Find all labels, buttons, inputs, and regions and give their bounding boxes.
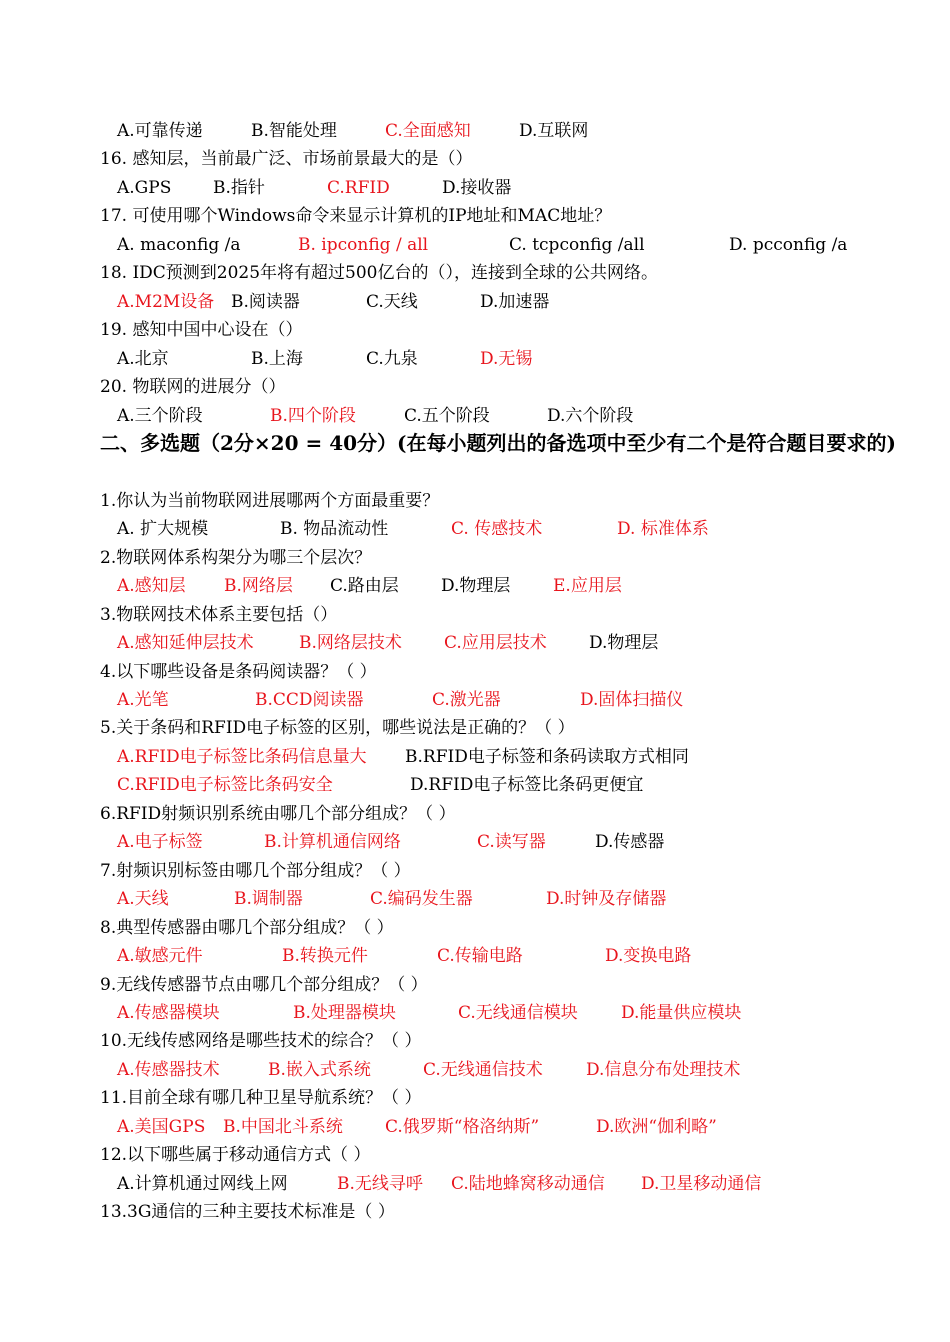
option-correct: A.天线 [117,889,169,909]
option: A. maconfig /a [117,235,241,255]
option-correct: D.无锡 [480,349,533,369]
option-correct: D.欧洲“伽利略” [596,1117,717,1137]
option: A.计算机通过网线上网 [117,1174,288,1194]
option-correct: C.RFID电子标签比条码安全 [117,775,333,795]
option: C.五个阶段 [404,406,490,426]
option-correct: C.应用层技术 [444,633,547,653]
option-correct: A.敏感元件 [117,946,203,966]
option-correct: C.读写器 [477,832,546,852]
option-correct: E.应用层 [553,576,622,596]
option-correct: A.感知延伸层技术 [117,633,254,653]
option-correct: B.无线寻呼 [337,1174,423,1194]
option-correct: B.计算机通信网络 [264,832,401,852]
option: D.传感器 [595,832,665,852]
option: D.RFID电子标签比条码更便宜 [410,775,644,795]
option: C.天线 [366,292,418,312]
option: A.三个阶段 [117,406,203,426]
option-correct: B.处理器模块 [293,1003,396,1023]
option: D.互联网 [519,121,589,141]
option-correct: B.网络层 [224,576,293,596]
option-correct: C.全面感知 [385,121,471,141]
option-correct: B. ipconfig / all [298,235,429,255]
document-page: A.可靠传递 B.智能处理 C.全面感知 D.互联网 16. 感知层，当前最广泛、市场前景最大的是（） A.GPS B.指针 C.RFID D.接收器 17. 可使用哪个Windows命令来显示计算机的IP地址和MAC地址？ A. maconfig /a B. ipconfig / all C. tcpconfig /all D. pcconfig /a 18. IDC预测到2025年将有超过500亿台的（），连接到全球的公共网络。 A.M2M设备 B.阅读器 C.天线 D.加速器 19. 感知中国中心设在（） A.北京 B.上海 C.九泉 D.无锡 20. 物联网的进展分（） A.三个阶段 B.四个阶段 C.五个阶段 D.六个阶段 二、多选题（2分×20 = 40分）(在每小题列出的备选项中至少有二个是符合题目要求的) 1.你认为当前物联网进展哪两个方面最重要？ A. 扩大规模 B. 物品流动性 C. 传感技术 D. 标准体系 2.物联网体系构架分为哪三个层次？ A.感知层 B.网络层 C.路由层 D.物理层 E.应用层 3.物联网技术体系主要包括（） A.感知延伸层技术 B.网络层技术 C.应用层技术 D.物理层 4.以下哪些设备是条码阅读器？（ ） A.光笔 B.CCD阅读器 C.激光器 D.固体扫描仪 5.关于条码和RFID电子标签的区别，哪些说法是正确的？（ ） A.RFID电子标签比条码信息量大 B.RFID电子标签和条码读取方式相同 C.RFID电子标签比条码安全 D.RFID电子标签比条码更便宜 6.RFID射频识别系统由哪几个部分组成？（ ） A.电子标签 B.计算机通信网络 C.读写器 D.传感器 7.射频识别标签由哪几个部分组成？（ ） A.天线 B.调制器 C.编码发生器 D.时钟及存储器 8.典型传感器由哪几个部分组成？（ ） A.敏感元件 B.转换元件 C.传输电路 D.变换电路 9.无线传感器节点由哪几个部分组成？（ ） A.传感器模块 B.处理器模块 C.无线通信模块 D.能量供应模块 10.无线传感网络是哪些技术的综合？（ ） A.传感器技术 B.嵌入式系统 C.无线通信技术 D.信息分布处理技术 11.目前全球有哪几种卫星导航系统？（ ） A.美国GPS B.中国北斗系统 C.俄罗斯“格洛纳斯” D.欧洲“伽利略” 12.以下哪些属于移动通信方式（ ） A.计算机通过网线上网 B.无线寻呼 C.陆地蜂窝移动通信 D.卫星移动通信 13.3G通信的三种主要技术标准是（ ） [0,0,950,1342]
option-correct: B.CCD阅读器 [255,690,364,710]
option: A.可靠传递 [117,121,203,141]
option-correct: C. 传感技术 [451,519,543,539]
option: A. 扩大规模 [117,519,209,539]
option-correct: C.传输电路 [437,946,523,966]
option: D.接收器 [442,178,512,198]
option-correct: D.变换电路 [605,946,692,966]
option-correct: D.固体扫描仪 [580,690,684,710]
option: B.上海 [251,349,303,369]
option-correct: B.中国北斗系统 [223,1117,343,1137]
option-correct: C.激光器 [432,690,501,710]
option: B.智能处理 [251,121,337,141]
option: B.阅读器 [231,292,300,312]
option: C. tcpconfig /all [509,235,645,255]
option-correct: A.传感器模块 [117,1003,220,1023]
option-correct: B.调制器 [234,889,303,909]
option: D.六个阶段 [547,406,634,426]
option: A.GPS [117,178,172,198]
option-correct: B.转换元件 [282,946,368,966]
option-correct: A.光笔 [117,690,169,710]
option-correct: C.无线通信技术 [423,1060,543,1080]
option-correct: B.嵌入式系统 [268,1060,371,1080]
option-correct: A.M2M设备 [117,292,215,312]
option: D.加速器 [480,292,550,312]
option-correct: C.陆地蜂窝移动通信 [451,1174,605,1194]
option: C.路由层 [330,576,399,596]
option-correct: D.能量供应模块 [621,1003,742,1023]
option: B.指针 [213,178,265,198]
option-correct: C.无线通信模块 [458,1003,578,1023]
option-correct: D.信息分布处理技术 [586,1060,741,1080]
option-correct: A.感知层 [117,576,186,596]
option-correct: D.时钟及存储器 [546,889,667,909]
option: C.九泉 [366,349,418,369]
option: B.RFID电子标签和条码读取方式相同 [405,747,689,767]
option-correct: D.卫星移动通信 [641,1174,762,1194]
option: D. pcconfig /a [729,235,848,255]
option: B. 物品流动性 [280,519,389,539]
option-correct: A.美国GPS [117,1117,206,1137]
option-correct: C.RFID [327,178,390,198]
option-correct: A.RFID电子标签比条码信息量大 [117,747,367,767]
option-correct: C.编码发生器 [370,889,473,909]
section-heading: 二、多选题（2分×20 = 40分）(在每小题列出的备选项中至少有二个是符合题目要求的) [100,431,896,455]
option: A.北京 [117,349,169,369]
option-correct: C.俄罗斯“格洛纳斯” [385,1117,540,1137]
option: D.物理层 [441,576,511,596]
option-correct: B.四个阶段 [270,406,356,426]
option-correct: B.网络层技术 [299,633,402,653]
option-correct: A.电子标签 [117,832,203,852]
option-correct: D. 标准体系 [617,519,709,539]
option-correct: A.传感器技术 [117,1060,220,1080]
option: D.物理层 [589,633,659,653]
